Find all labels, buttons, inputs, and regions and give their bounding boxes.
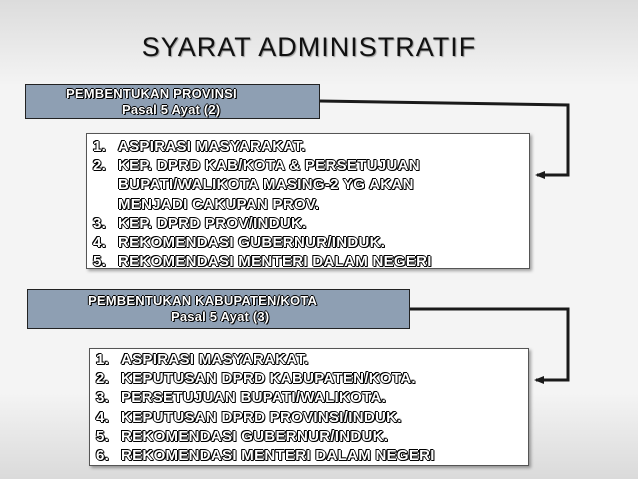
- list-item-number: 6.: [96, 447, 110, 465]
- list-item-number: 5.: [93, 253, 107, 271]
- list-item-number: 4.: [93, 234, 107, 252]
- list-item-text: REKOMENDASI MENTERI DALAM NEGERI: [121, 447, 435, 465]
- list-item-text: KEPUTUSAN DPRD PROVINSI/INDUK.: [121, 408, 402, 426]
- list-item-text: ASPIRASI MASYARAKAT.: [121, 351, 309, 368]
- list-item-number: 1.: [93, 138, 107, 155]
- list-item-number: 4.: [96, 408, 110, 426]
- list-item-number: 1.: [96, 351, 110, 368]
- list-item-number: 3.: [93, 214, 107, 232]
- list-item-number: 2.: [96, 370, 110, 388]
- header-subtitle: Pasal 5 Ayat (3): [171, 309, 270, 324]
- list-item-text: REKOMENDASI GUBERNUR/INDUK.: [118, 234, 386, 252]
- header-subtitle: Pasal 5 Ayat (2): [122, 102, 221, 117]
- connector-arrow-provinsi: [320, 101, 568, 175]
- connector-arrow-kabupaten-kota: [410, 309, 568, 380]
- list-item-text: KEPUTUSAN DPRD KABUPATEN/KOTA.: [121, 370, 416, 388]
- list-item-text: KEP. DPRD KAB/KOTA & PERSETUJUAN BUPATI/WALIKOTA MASING-2 YG AKAN MENJADI CAKUPAN PROV.: [118, 157, 420, 213]
- list-item-text: KEP. DPRD PROV/INDUK.: [118, 214, 307, 232]
- slide-title: SYARAT ADMINISTRATIF: [141, 32, 477, 62]
- header-title: PEMBENTUKAN PROVINSI: [66, 86, 237, 101]
- list-item-text: ASPIRASI MASYARAKAT.: [118, 138, 306, 155]
- list-item-number: 2.: [93, 157, 107, 175]
- list-item-text: PERSETUJUAN BUPATI/WALIKOTA.: [121, 389, 387, 407]
- list-item-text: REKOMENDASI MENTERI DALAM NEGERI: [118, 253, 432, 271]
- header-title: PEMBENTUKAN KABUPATEN/KOTA: [88, 293, 318, 308]
- list-item-text: REKOMENDASI GUBERNUR/INDUK.: [121, 427, 389, 445]
- list-item-number: 3.: [96, 389, 110, 407]
- list-item-number: 5.: [96, 427, 110, 445]
